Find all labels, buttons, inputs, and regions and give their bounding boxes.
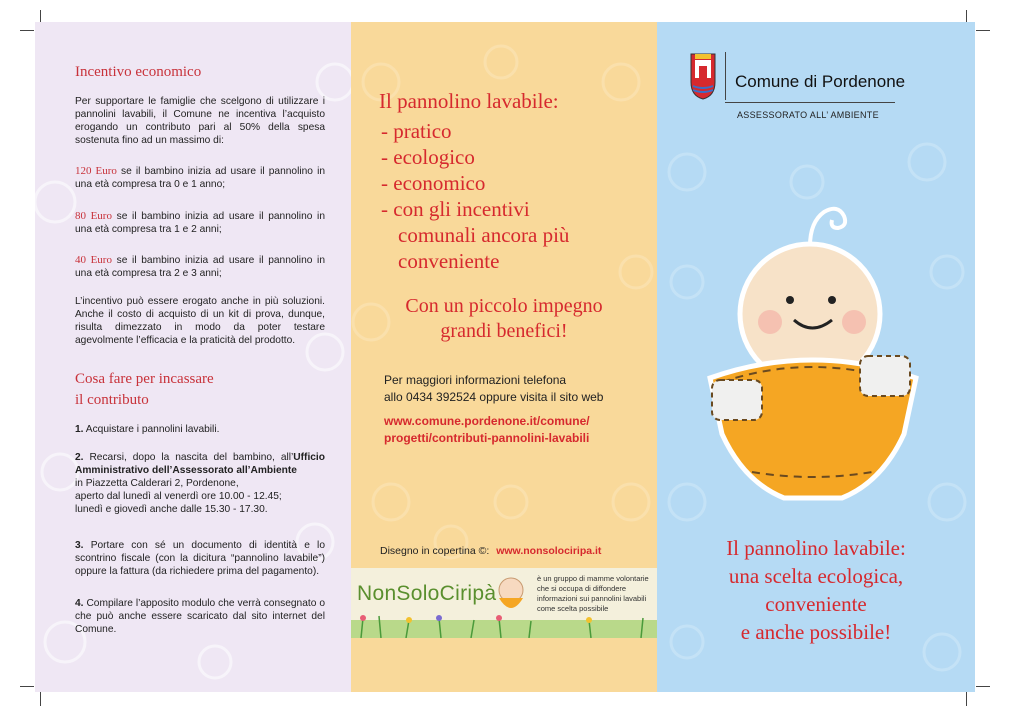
office-address: in Piazzetta Calderari 2, Pordenone,	[75, 478, 239, 489]
amount-text: se il bambino inizia ad usare il pannolino in una età compresa tra 1 e 2 anni;	[75, 211, 325, 235]
crop-mark	[40, 10, 41, 22]
step-4	[75, 597, 325, 636]
step-text: Acquistare i pannolini lavabili.	[83, 424, 220, 435]
closing-line: e anche possibile!	[740, 620, 892, 644]
info-line: Per maggiori informazioni telefona	[384, 373, 567, 387]
office-name: Ufficio Amministrativo dell’Assessorato all’Ambiente	[75, 452, 325, 476]
website-link[interactable]	[384, 413, 590, 447]
crop-mark	[20, 686, 34, 687]
step-2	[75, 451, 325, 516]
logo-divider	[725, 52, 726, 100]
office-hours: aperto dal lunedì al venerdì ore 10.00 - 12.45;	[75, 491, 282, 502]
banner-desc-line: informazioni sui pannolini lavabili	[537, 594, 647, 603]
step-text: Recarsi, dopo la nascita del bambino, all’	[83, 452, 294, 463]
office-hours-extra: lunedì e giovedì anche dalle 15.30 - 17.30.	[75, 504, 268, 515]
crop-mark	[40, 692, 41, 706]
crop-mark	[966, 692, 967, 706]
amount-value: 80 Euro	[75, 210, 112, 222]
amount-value: 40 Euro	[75, 254, 112, 266]
panel-cover	[657, 22, 975, 692]
cover-label: Disegno in copertina ©:	[380, 545, 490, 557]
crop-mark	[966, 10, 967, 22]
panel-incentive-info	[35, 22, 351, 692]
slogan	[351, 294, 657, 344]
amount-text: se il bambino inizia ad usare il pannolino in una età compresa tra 2 e 3 anni;	[75, 255, 325, 279]
url-line[interactable]: progetti/contributi-pannolini-lavabili	[384, 431, 590, 445]
nonsolociripa-logo: NonSoloCiripà	[357, 582, 497, 605]
cover-credit	[380, 545, 601, 557]
benefit-item: - con gli incentivi	[381, 197, 530, 221]
benefits-heading: Il pannolino lavabile:	[379, 89, 559, 113]
slogan-line1: Con un piccolo impegno	[405, 295, 603, 317]
cover-url[interactable]: www.nonsolociripa.it	[496, 545, 602, 557]
step-number: 2.	[75, 452, 84, 463]
step-text: Portare con sé un documento di identità e lo scontrino fiscale (con la dicitura “pannolino lavabile”) oppure la fattura (da richiedere prima del pagamento).	[75, 540, 325, 577]
cosa-fare-title-line1: Cosa fare per incassare	[75, 371, 214, 387]
amount-item	[75, 210, 325, 236]
step-1	[75, 423, 325, 436]
panel-benefits	[351, 22, 657, 692]
baby-illustration	[692, 182, 932, 512]
url-line[interactable]: www.comune.pordenone.it/comune/	[384, 414, 590, 428]
benefit-item: comunali ancora più	[398, 223, 570, 247]
info-line: allo 0434 392524 oppure visita il sito web	[384, 390, 604, 404]
amount-item	[75, 165, 325, 191]
cosa-fare-title-line2: il contributo	[75, 392, 149, 408]
crop-mark	[976, 686, 990, 687]
closing-line: Il pannolino lavabile:	[726, 536, 906, 560]
banner-desc-line: è un gruppo di mamme volontarie	[537, 574, 649, 583]
amount-value: 120 Euro	[75, 165, 117, 177]
benefit-item: conveniente	[398, 249, 500, 273]
benefit-item: - ecologico	[381, 145, 475, 169]
logo-underline	[725, 102, 895, 103]
solutions-text: L’incentivo può essere erogato anche in più soluzioni. Anche il costo di acquisto di un kit di prova, dunque, risulta dimezzato in modo da poter testare agevolmente l’efficacia e la praticità del prodotto.	[75, 296, 325, 346]
closing-line: conveniente	[765, 592, 867, 616]
slogan-line2: grandi benefici!	[440, 320, 568, 342]
banner-description	[537, 574, 649, 614]
coat-of-arms-icon	[689, 52, 717, 100]
incentive-intro: Per supportare le famiglie che scelgono di utilizzare i pannolini lavabili, il Comune ne incentiva l’acquisto erogando un contributo pari al 50% della spesa sostenuta fino ad un massimo di:	[75, 96, 325, 146]
benefit-item: - pratico	[381, 119, 452, 143]
banner-desc-line: che si occupa di diffondere	[537, 584, 627, 593]
step-3	[75, 539, 325, 578]
amount-text: se il bambino inizia ad usare il pannolino in una età compresa tra 0 e 1 anno;	[75, 166, 325, 190]
step-number: 1.	[75, 424, 84, 435]
comune-title: Comune di Pordenone	[735, 72, 906, 91]
crop-mark	[20, 30, 34, 31]
incentive-title: Incentivo economico	[75, 64, 202, 80]
step-text: Compilare l’apposito modulo che verrà consegnato o che può anche essere scaricato dal sito internet del Comune.	[75, 598, 325, 635]
amount-item	[75, 254, 325, 280]
banner-desc-line: come scelta possibile	[537, 604, 609, 613]
nonsolociripa-banner	[351, 568, 657, 638]
crop-mark	[976, 30, 990, 31]
benefit-item: - economico	[381, 171, 486, 195]
closing-line: una scelta ecologica,	[728, 564, 904, 588]
step-number: 4.	[75, 598, 84, 609]
assessorato-label: ASSESSORATO ALL’ AMBIENTE	[737, 110, 879, 120]
step-number: 3.	[75, 540, 84, 551]
contact-info	[384, 372, 603, 406]
closing-slogan	[657, 534, 975, 646]
